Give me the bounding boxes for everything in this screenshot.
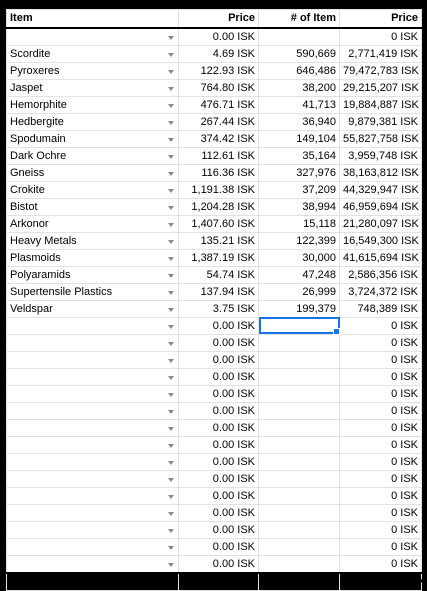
quantity-cell[interactable] [259,368,340,385]
unit-price-cell[interactable]: 0.00 ISK [179,28,259,46]
total-price-cell[interactable]: 3,959,748 ISK [340,147,422,164]
unit-price-cell[interactable]: 116.36 ISK [179,164,259,181]
unit-price-cell[interactable]: 0.00 ISK [179,334,259,351]
total-price-cell[interactable]: 41,615,694 ISK [340,249,422,266]
quantity-cell[interactable]: 30,000 [259,249,340,266]
chevron-down-icon[interactable] [168,546,174,550]
quantity-cell[interactable]: 122,399 [259,232,340,249]
table-row [7,198,422,215]
item-dropdown-cell[interactable] [7,538,179,555]
chevron-down-icon[interactable] [168,461,174,465]
spreadsheet [6,9,426,588]
quantity-cell[interactable]: 38,994 [259,198,340,215]
table-row [7,453,422,470]
table-row [7,538,422,555]
item-name: Arkonor [10,217,49,230]
unit-price-cell[interactable]: 1,191.38 ISK [179,181,259,198]
unit-price-cell[interactable]: 3.75 ISK [179,300,259,317]
total-empty-cell[interactable] [259,573,340,591]
header-total-price[interactable]: Price [340,10,422,28]
total-price-cell[interactable]: 46,959,694 ISK [340,198,422,215]
table-row [7,249,422,266]
quantity-cell[interactable]: 38,200 [259,79,340,96]
total-price-cell[interactable]: 0 ISK [340,555,422,573]
chevron-down-icon[interactable] [168,257,174,261]
total-price-cell[interactable]: 79,472,783 ISK [340,62,422,79]
item-name: Veldspar [10,302,53,315]
unit-price-cell[interactable]: 135.21 ISK [179,232,259,249]
total-price-cell[interactable]: 55,827,758 ISK [340,130,422,147]
quantity-cell[interactable] [259,436,340,453]
item-name: Plasmoids [10,251,61,264]
fill-handle[interactable] [333,328,340,335]
table-body [7,28,422,573]
quantity-cell[interactable] [259,521,340,538]
quantity-cell[interactable] [259,402,340,419]
unit-price-cell[interactable]: 0.00 ISK [179,368,259,385]
item-dropdown-cell[interactable] [7,368,179,385]
unit-price-cell[interactable]: 122.93 ISK [179,62,259,79]
item-name: Bistot [10,200,38,213]
item-dropdown-cell[interactable] [7,385,179,402]
chevron-down-icon[interactable] [168,240,174,244]
total-empty-cell[interactable] [179,573,259,591]
item-dropdown-cell[interactable] [7,419,179,436]
quantity-cell[interactable]: 149,104 [259,130,340,147]
total-price-cell[interactable]: 0 ISK [340,28,422,46]
item-dropdown-cell[interactable] [7,28,179,46]
total-price-cell[interactable]: 44,329,947 ISK [340,181,422,198]
quantity-cell[interactable] [259,351,340,368]
table-row [7,62,422,79]
total-price-cell[interactable]: 0 ISK [340,538,422,555]
unit-price-cell[interactable]: 0.00 ISK [179,453,259,470]
item-dropdown-cell[interactable] [7,436,179,453]
item-dropdown-cell[interactable] [7,215,179,232]
total-price-cell[interactable]: 2,586,356 ISK [340,266,422,283]
chevron-down-icon[interactable] [168,53,174,57]
item-dropdown-cell[interactable] [7,79,179,96]
unit-price-cell[interactable]: 267.44 ISK [179,113,259,130]
chevron-down-icon[interactable] [168,495,174,499]
chevron-down-icon[interactable] [168,478,174,482]
chevron-down-icon[interactable] [168,189,174,193]
table-row [7,113,422,130]
quantity-cell[interactable]: 36,940 [259,113,340,130]
chevron-down-icon[interactable] [168,87,174,91]
table-row [7,351,422,368]
table-row [7,368,422,385]
quantity-cell[interactable] [259,317,340,334]
item-dropdown-cell[interactable] [7,317,179,334]
quantity-cell[interactable]: 41,713 [259,96,340,113]
table-row [7,283,422,300]
item-name: Gneiss [10,166,45,179]
total-price-cell[interactable]: 2,771,419 ISK [340,45,422,62]
total-price-cell[interactable]: 0 ISK [340,470,422,487]
unit-price-cell[interactable]: 476.71 ISK [179,96,259,113]
total-price-cell[interactable]: 0 ISK [340,436,422,453]
item-name: Crokite [10,183,45,196]
chevron-down-icon[interactable] [168,427,174,431]
table-row [7,164,422,181]
item-dropdown-cell[interactable] [7,113,179,130]
quantity-cell[interactable] [259,555,340,573]
table-row [7,470,422,487]
total-price-cell[interactable]: 3,724,372 ISK [340,283,422,300]
item-name: Jaspet [10,81,43,94]
header-row [7,10,422,28]
item-name: Hemorphite [10,98,67,111]
table-row [7,147,422,164]
quantity-cell[interactable]: 646,486 [259,62,340,79]
table-row [7,487,422,504]
total-price-cell[interactable]: 0 ISK [340,453,422,470]
quantity-cell[interactable]: 327,976 [259,164,340,181]
table-row [7,181,422,198]
item-dropdown-cell[interactable] [7,249,179,266]
chevron-down-icon[interactable] [168,172,174,176]
unit-price-cell[interactable]: 0.00 ISK [179,419,259,436]
ore-price-table [6,9,426,591]
total-price-cell[interactable]: 0 ISK [340,368,422,385]
item-dropdown-cell[interactable] [7,45,179,62]
item-dropdown-cell[interactable] [7,470,179,487]
unit-price-cell[interactable]: 1,204.28 ISK [179,198,259,215]
chevron-down-icon[interactable] [168,104,174,108]
item-name: Scordite [10,47,51,60]
unit-price-cell[interactable]: 112.61 ISK [179,147,259,164]
total-price-cell[interactable]: 0 ISK [340,504,422,521]
item-dropdown-cell[interactable] [7,300,179,317]
unit-price-cell[interactable]: 0.00 ISK [179,504,259,521]
table-row [7,130,422,147]
quantity-cell[interactable]: 590,669 [259,45,340,62]
quantity-cell[interactable] [259,28,340,46]
table-row [7,232,422,249]
total-price-cell[interactable]: 38,163,812 ISK [340,164,422,181]
item-dropdown-cell[interactable] [7,334,179,351]
quantity-cell[interactable]: 47,248 [259,266,340,283]
table-row [7,96,422,113]
item-dropdown-cell[interactable] [7,504,179,521]
item-dropdown-cell[interactable] [7,266,179,283]
chevron-down-icon[interactable] [168,342,174,346]
item-dropdown-cell[interactable] [7,130,179,147]
unit-price-cell[interactable]: 0.00 ISK [179,470,259,487]
unit-price-cell[interactable]: 1,407.60 ISK [179,215,259,232]
total-price-cell[interactable]: 19,884,887 ISK [340,96,422,113]
item-name: Polyaramids [10,268,71,281]
unit-price-cell[interactable]: 0.00 ISK [179,521,259,538]
table-row [7,555,422,573]
item-dropdown-cell[interactable] [7,198,179,215]
total-label[interactable]: Total [7,573,179,591]
chevron-down-icon[interactable] [168,138,174,142]
item-dropdown-cell[interactable] [7,164,179,181]
table-row [7,436,422,453]
quantity-cell[interactable] [259,385,340,402]
total-row [7,573,422,591]
total-price-cell[interactable]: 9,879,381 ISK [340,113,422,130]
table-row [7,45,422,62]
unit-price-cell[interactable]: 0.00 ISK [179,385,259,402]
header-item[interactable]: Item [7,10,179,28]
item-dropdown-cell[interactable] [7,283,179,300]
header-price[interactable]: Price [179,10,259,28]
total-price-cell[interactable]: 0 ISK [340,351,422,368]
item-name: Pyroxeres [10,64,60,77]
item-dropdown-cell[interactable] [7,147,179,164]
item-dropdown-cell[interactable] [7,232,179,249]
quantity-cell[interactable]: 35,164 [259,147,340,164]
quantity-cell[interactable] [259,538,340,555]
chevron-down-icon[interactable] [168,444,174,448]
quantity-cell[interactable]: 26,999 [259,283,340,300]
table-row [7,28,422,46]
item-dropdown-cell[interactable] [7,521,179,538]
item-dropdown-cell[interactable] [7,96,179,113]
table-row [7,266,422,283]
table-row [7,402,422,419]
total-price-cell[interactable]: 16,549,300 ISK [340,232,422,249]
item-dropdown-cell[interactable] [7,351,179,368]
total-price-cell[interactable]: 29,215,207 ISK [340,79,422,96]
chevron-down-icon[interactable] [168,393,174,397]
unit-price-cell[interactable]: 0.00 ISK [179,436,259,453]
chevron-down-icon[interactable] [168,223,174,227]
total-price-cell[interactable]: 0 ISK [340,521,422,538]
quantity-cell[interactable] [259,487,340,504]
quantity-cell[interactable] [259,504,340,521]
unit-price-cell[interactable]: 0.00 ISK [179,538,259,555]
total-price-cell[interactable]: 21,280,097 ISK [340,215,422,232]
quantity-cell[interactable]: 199,379 [259,300,340,317]
chevron-down-icon[interactable] [168,70,174,74]
total-price-cell[interactable]: 0 ISK [340,402,422,419]
table-row [7,385,422,402]
chevron-down-icon[interactable] [168,410,174,414]
item-name: Hedbergite [10,115,64,128]
unit-price-cell[interactable]: 0.00 ISK [179,555,259,573]
table-row [7,317,422,334]
chevron-down-icon[interactable] [168,291,174,295]
chevron-down-icon[interactable] [168,512,174,516]
chevron-down-icon[interactable] [168,529,174,533]
item-dropdown-cell[interactable] [7,555,179,573]
chevron-down-icon[interactable] [168,563,174,567]
quantity-cell[interactable]: 37,209 [259,181,340,198]
item-dropdown-cell[interactable] [7,402,179,419]
total-value[interactable]: 416,968,843 ISK [340,573,422,591]
quantity-cell[interactable] [259,334,340,351]
unit-price-cell[interactable]: 54.74 ISK [179,266,259,283]
table-row [7,521,422,538]
unit-price-cell[interactable]: 0.00 ISK [179,402,259,419]
chevron-down-icon[interactable] [168,36,174,40]
total-price-cell[interactable]: 748,389 ISK [340,300,422,317]
unit-price-cell[interactable]: 0.00 ISK [179,487,259,504]
unit-price-cell[interactable]: 374.42 ISK [179,130,259,147]
chevron-down-icon[interactable] [168,359,174,363]
chevron-down-icon[interactable] [168,325,174,329]
table-row [7,300,422,317]
chevron-down-icon[interactable] [168,376,174,380]
item-dropdown-cell[interactable] [7,487,179,504]
item-name: Spodumain [10,132,66,145]
unit-price-cell[interactable]: 1,387.19 ISK [179,249,259,266]
quantity-cell[interactable]: 15,118 [259,215,340,232]
chevron-down-icon[interactable] [168,206,174,210]
table-row [7,504,422,521]
table-row [7,79,422,96]
quantity-cell[interactable] [259,419,340,436]
item-dropdown-cell[interactable] [7,453,179,470]
item-name: Supertensile Plastics [10,285,113,298]
unit-price-cell[interactable]: 0.00 ISK [179,351,259,368]
header-quantity[interactable]: # of Item [259,10,340,28]
unit-price-cell[interactable]: 4.69 ISK [179,45,259,62]
chevron-down-icon[interactable] [168,274,174,278]
unit-price-cell[interactable]: 0.00 ISK [179,317,259,334]
total-price-cell[interactable]: 0 ISK [340,487,422,504]
item-dropdown-cell[interactable] [7,62,179,79]
total-price-cell[interactable]: 0 ISK [340,334,422,351]
chevron-down-icon[interactable] [168,155,174,159]
item-name: Heavy Metals [10,234,77,247]
quantity-cell[interactable] [259,470,340,487]
table-row [7,419,422,436]
total-price-cell[interactable]: 0 ISK [340,385,422,402]
item-name: Dark Ochre [10,149,67,162]
total-price-cell[interactable]: 0 ISK [340,419,422,436]
table-row [7,215,422,232]
chevron-down-icon[interactable] [168,308,174,312]
chevron-down-icon[interactable] [168,121,174,125]
unit-price-cell[interactable]: 137.94 ISK [179,283,259,300]
total-price-cell[interactable]: 0 ISK [340,317,422,334]
table-row [7,334,422,351]
quantity-cell[interactable] [259,453,340,470]
unit-price-cell[interactable]: 764.80 ISK [179,79,259,96]
item-dropdown-cell[interactable] [7,181,179,198]
